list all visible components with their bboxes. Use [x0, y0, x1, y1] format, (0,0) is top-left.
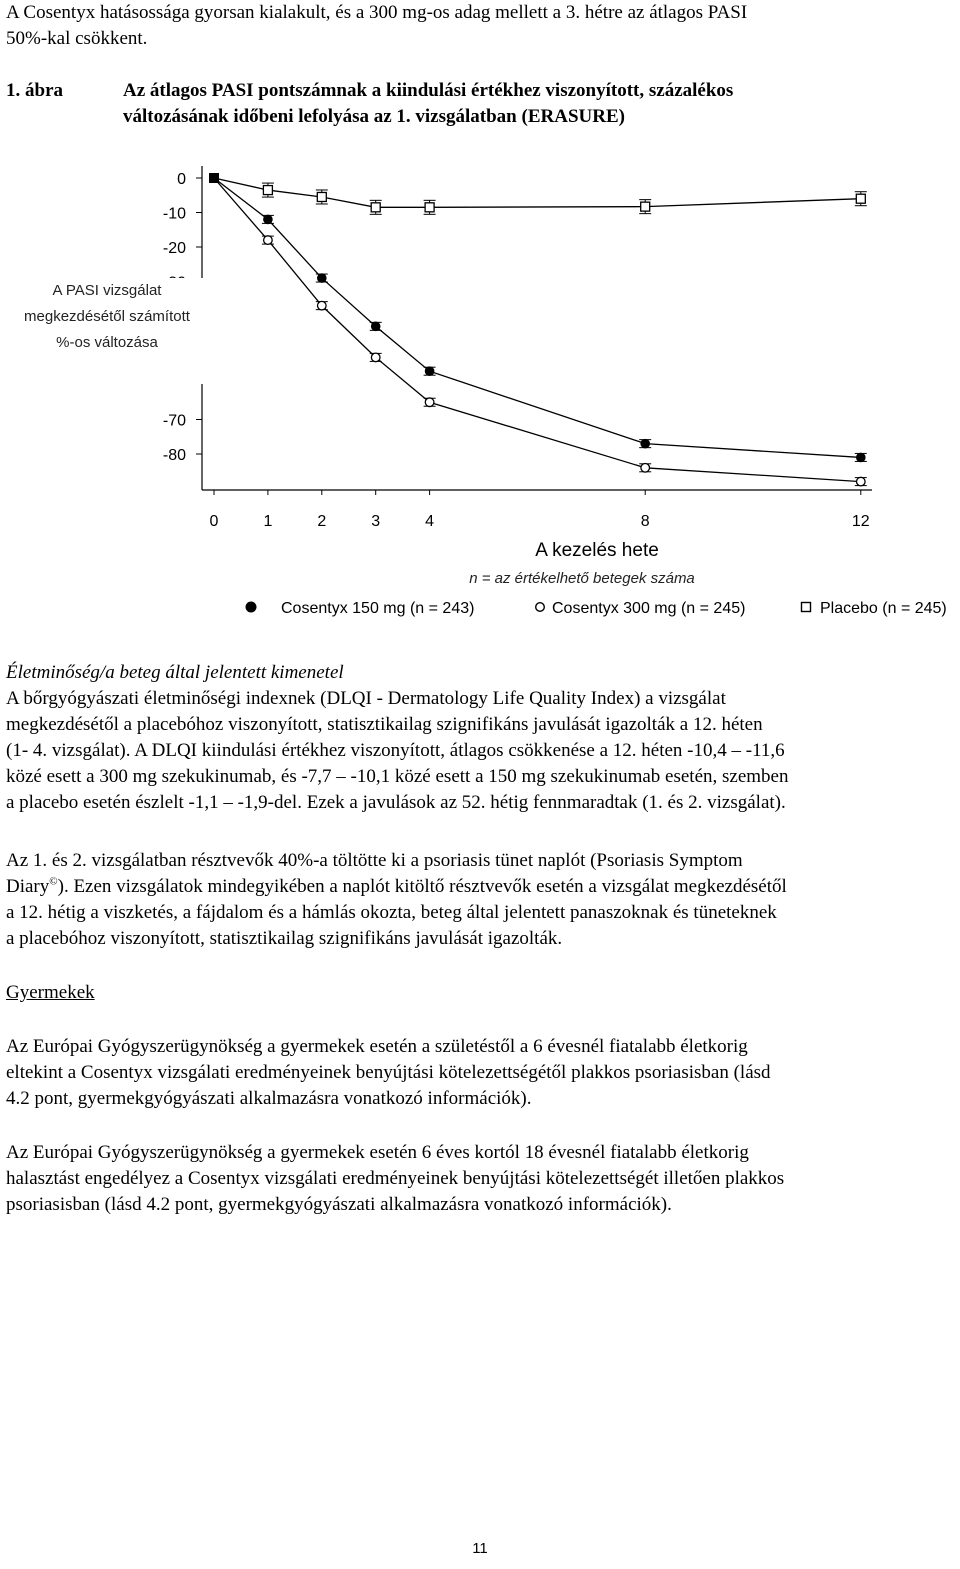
y-tick-label: -20	[162, 240, 186, 257]
diary-line-1: Az 1. és 2. vizsgálatban résztvevők 40%-a töltötte ki a psoriasis tünet naplót (Psoriasis Symptom	[6, 850, 743, 871]
y-axis-label-line-1: A PASI vizsgálat	[52, 282, 162, 299]
diary-text-b: ). Ezen vizsgálatok mindegyikében a naplót kitöltő résztvevők esetén a vizsgálat megkezdésétől	[57, 876, 787, 897]
series-filled-circle	[214, 178, 867, 462]
intro-paragraph	[6, 0, 954, 52]
qol-line-5: a placebo esetén észlelt -1,1 – -1,9-del. Ezek a javulások az 52. hétig fennmaradtak (1. és 2. vizsgálat).	[6, 792, 786, 813]
series-open-square	[214, 178, 867, 214]
series-open-circle	[214, 178, 867, 486]
diary-line-4: a placebóhoz viszonyított, statisztikailag szignifikáns javulását igazolták.	[6, 928, 563, 949]
diary-line-3: a 12. hétig a viszketés, a fájdalom és a hámlás okozta, beteg által jelentett panaszoknak és tüneteknek	[6, 902, 777, 923]
x-tick-label: 8	[640, 513, 650, 530]
qol-line-4: közé esett a 300 mg szekukinumab, és -7,7 – -10,1 közé esett a 150 mg szekukinumab esetén, szemben	[6, 766, 789, 787]
children-p2-line-3: psoriasisban (lásd 4.2 pont, gyermekgyógyászati alkalmazásra vonatkozó információk).	[6, 1194, 672, 1215]
qol-line-1: A bőrgyógyászati életminőségi indexnek (DLQI - Dermatology Life Quality Index) a vizsgálat	[6, 688, 726, 709]
data-point-open-square	[371, 203, 380, 212]
intro-line-1: A Cosentyx hatásossága gyorsan kialakult, és a 300 mg-os adag mellett a 3. hétre az átlagos PASI	[6, 2, 748, 23]
data-point-open-square	[856, 194, 865, 203]
figure-title-line-2: változásának időbeni lefolyása az 1. vizsgálatban (ERASURE)	[123, 106, 625, 127]
data-point-filled-circle	[263, 215, 273, 225]
children-p1-line-1: Az Európai Gyógyszerügynökség a gyermekek esetén a születéstől a 6 évesnél fiatalabb életkorig	[6, 1036, 748, 1057]
symptom-diary-paragraph	[6, 848, 954, 952]
legend-marker-open-square	[802, 603, 811, 612]
x-tick-label: 1	[263, 513, 273, 530]
data-point-open-circle	[425, 398, 434, 407]
children-p2-line-2: halasztást engedélyez a Cosentyx vizsgálati eredményeinek benyújtási kötelezettségét illetően plakkos	[6, 1168, 785, 1189]
series-line	[214, 178, 861, 207]
data-point-open-square	[425, 203, 434, 212]
page-number: 11	[472, 1540, 488, 1557]
copyright-sup: ©	[49, 875, 58, 888]
children-p1-line-3: 4.2 pont, gyermekgyógyászati alkalmazásra vonatkozó információk).	[6, 1088, 532, 1109]
chart-series	[209, 173, 867, 486]
x-axis-label: A kezelés hete	[535, 540, 659, 561]
y-tick-label: -80	[162, 447, 186, 464]
origin-marker	[209, 173, 219, 183]
children-paragraph-1	[6, 1034, 954, 1112]
x-axis-sublabel: n = az értékelhető betegek száma	[469, 570, 695, 587]
x-tick-label: 12	[851, 513, 870, 530]
x-tick-label: 0	[209, 513, 219, 530]
data-point-open-circle	[371, 353, 380, 362]
legend-label: Cosentyx 300 mg (n = 245)	[552, 600, 746, 617]
legend-marker-filled-circle	[246, 602, 257, 613]
data-point-filled-circle	[317, 273, 327, 283]
data-point-open-square	[317, 192, 326, 201]
x-tick-label: 2	[317, 513, 327, 530]
figure-title-line-1: Az átlagos PASI pontszámnak a kiindulási értékhez viszonyított, százalékos	[123, 80, 734, 101]
x-tick-label: 3	[371, 513, 381, 530]
qol-heading: Életminőség/a beteg által jelentett kimenetel	[6, 662, 344, 683]
data-point-open-circle	[857, 477, 866, 486]
data-point-open-circle	[318, 301, 327, 310]
y-axis-label-line-2: megkezdésétől számított	[24, 308, 190, 325]
diary-line-2	[6, 874, 954, 900]
chart-legend	[246, 600, 947, 617]
data-point-filled-circle	[425, 366, 435, 376]
figure-title	[123, 78, 923, 130]
legend-label: Cosentyx 150 mg (n = 243)	[281, 600, 475, 617]
data-point-open-circle	[641, 464, 650, 473]
x-axis-ticks	[210, 490, 870, 530]
qol-line-3: (1- 4. vizsgálat). A DLQI kiindulási értékhez viszonyított, átlagos csökkenése a 12. héten -10,4 – -11,6	[6, 740, 785, 761]
children-p2-line-1: Az Európai Gyógyszerügynökség a gyermekek esetén 6 éves kortól 18 évesnél fiatalabb életkorig	[6, 1142, 749, 1163]
diary-text-a: Diary	[6, 876, 50, 897]
series-line	[214, 178, 861, 482]
y-tick-label: -10	[162, 205, 186, 223]
intro-line-2: 50%-kal csökkent.	[6, 28, 148, 49]
y-tick-label: 0	[177, 171, 186, 188]
figure-number: 1. ábra	[6, 80, 63, 101]
legend-marker-open-circle	[536, 603, 545, 612]
y-axis-label-line-3: %-os változása	[56, 334, 158, 351]
data-point-filled-circle	[856, 453, 866, 463]
chart-axes	[202, 166, 872, 490]
y-tick-label: -70	[162, 412, 186, 430]
x-tick-label: 4	[425, 513, 435, 530]
qol-line-2: megkezdésétől a placebóhoz viszonyított, statisztikailag szignifikáns javulását igazolták a 12. héten	[6, 714, 763, 735]
data-point-open-square	[641, 202, 650, 211]
y-axis-label	[8, 278, 206, 384]
qol-section	[6, 660, 954, 816]
series-line	[214, 178, 861, 457]
pasi-change-line-chart	[0, 160, 960, 630]
data-point-open-circle	[264, 236, 273, 245]
legend-label: Placebo (n = 245)	[820, 600, 947, 617]
children-paragraph-2	[6, 1140, 954, 1218]
data-point-open-square	[263, 186, 272, 195]
children-heading: Gyermekek	[6, 982, 95, 1003]
data-point-filled-circle	[371, 322, 381, 332]
data-point-filled-circle	[640, 439, 650, 449]
children-p1-line-2: eltekint a Cosentyx vizsgálati eredményeinek benyújtási kötelezettségétől plakkos psoriasisban (lásd	[6, 1062, 771, 1083]
